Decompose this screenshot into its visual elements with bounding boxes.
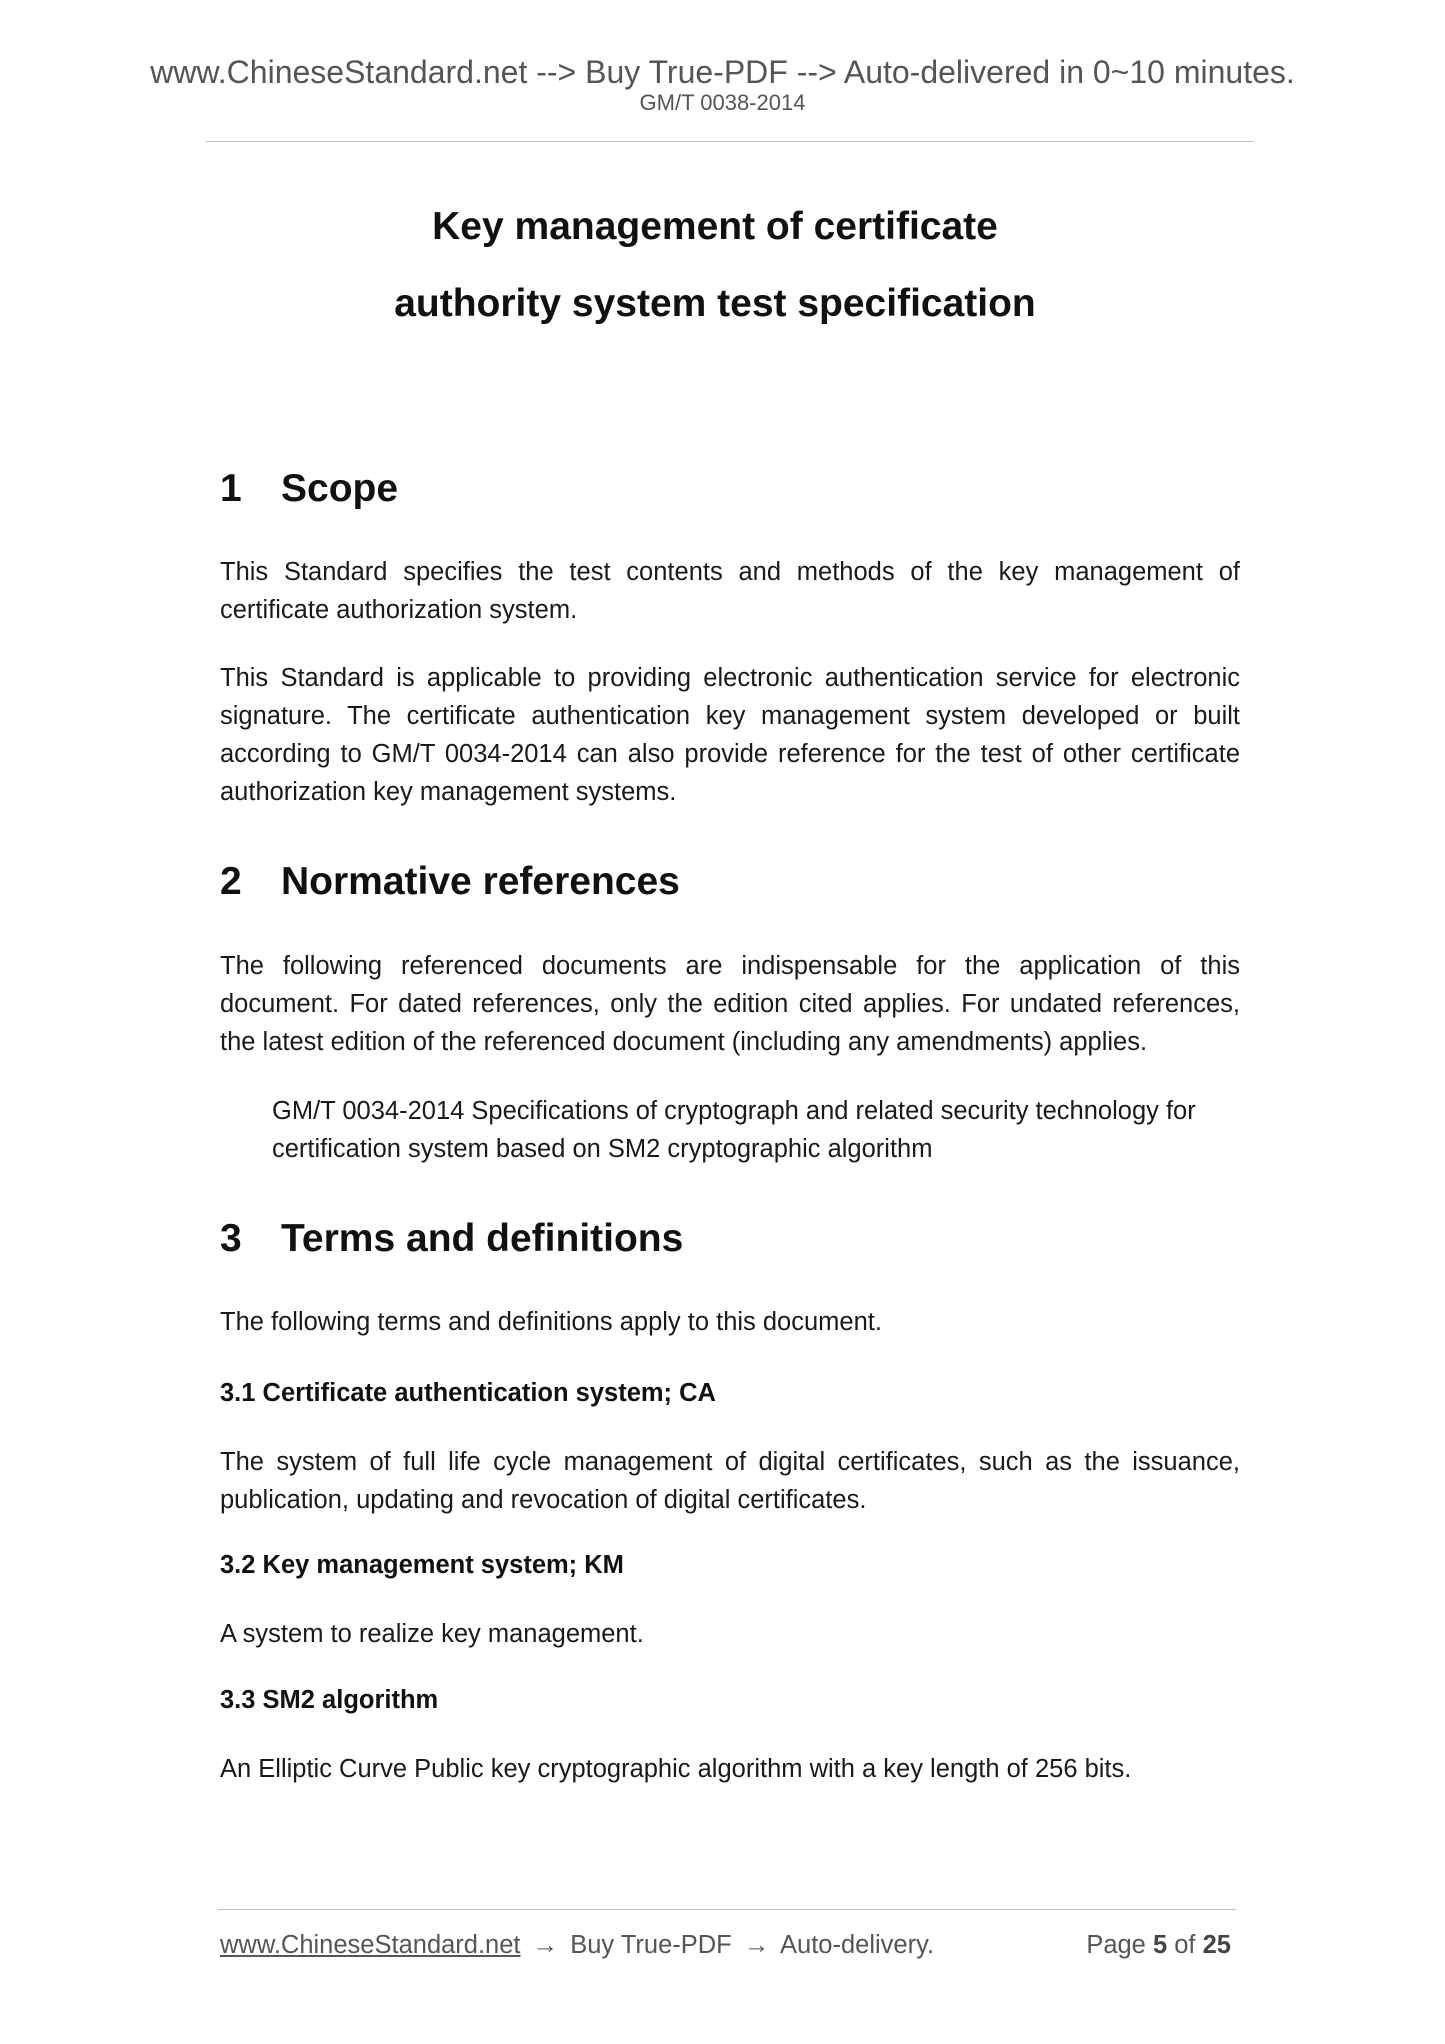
term-heading: 3.1 Certificate authentication system; CA xyxy=(220,1379,716,1407)
section-number: 3 xyxy=(220,1217,242,1260)
document-title-line-2: authority system test specification xyxy=(394,282,1036,325)
header-divider xyxy=(206,141,1253,142)
footer-buy-text: Buy True-PDF xyxy=(570,1931,732,1959)
section-heading-scope xyxy=(220,469,398,508)
footer-links xyxy=(220,1933,934,1959)
terms-intro: The following terms and definitions apply to this document. xyxy=(220,1308,882,1336)
section-title: Normative references xyxy=(281,860,680,903)
term-definition: The system of full life cycle management of digital certificates, such as the issuance, publication, updating and revocation of digital certificates. xyxy=(220,1448,1240,1514)
document-code: GM/T 0038-2014 xyxy=(639,90,806,115)
page-total: 25 xyxy=(1202,1931,1231,1959)
right-arrow-icon: → xyxy=(532,1931,559,1959)
term-definition: An Elliptic Curve Public key cryptographic algorithm with a key length of 256 bits. xyxy=(220,1755,1132,1783)
section-heading-terms-and-definitions xyxy=(220,1219,683,1258)
normative-reference-item: GM/T 0034-2014 Specifications of cryptograph and related security technology for certification system based on SM2 cryptographic algorithm xyxy=(272,1097,1196,1163)
term-heading: 3.2 Key management system; KM xyxy=(220,1551,624,1579)
page-indicator xyxy=(1086,1933,1231,1959)
term-heading: 3.3 SM2 algorithm xyxy=(220,1686,439,1714)
document-title-line-1: Key management of certificate xyxy=(432,205,998,248)
page-label: Page xyxy=(1086,1931,1146,1959)
footer-site-link[interactable]: www.ChineseStandard.net xyxy=(220,1931,521,1959)
page-of: of xyxy=(1174,1931,1196,1959)
scope-paragraph-2: This Standard is applicable to providing electronic authentication service for electronic signature. The certificate authentication key management system developed or built according to GM/T 0034-2014 can also provide reference for the test of other certificate authorization key management systems. xyxy=(220,664,1240,806)
section-number: 1 xyxy=(220,467,242,510)
scope-paragraph-1: This Standard specifies the test contents and methods of the key management of certificate authorization system. xyxy=(220,558,1240,624)
term-definition: A system to realize key management. xyxy=(220,1620,644,1648)
footer-delivery-text: Auto-delivery. xyxy=(780,1931,935,1959)
top-banner: www.ChineseStandard.net --> Buy True-PDF --> Auto-delivered in 0~10 minutes. xyxy=(150,54,1295,90)
right-arrow-icon: → xyxy=(743,1931,770,1959)
normative-paragraph: The following referenced documents are indispensable for the application of this document. For dated references, only the edition cited applies. For undated references, the latest edition of the referenced document (including any amendments) applies. xyxy=(220,952,1240,1056)
footer-divider xyxy=(218,1909,1236,1910)
section-number: 2 xyxy=(220,860,242,903)
section-title: Terms and definitions xyxy=(281,1217,684,1260)
page-current: 5 xyxy=(1152,1931,1168,1959)
section-heading-normative-references xyxy=(220,862,680,901)
section-title: Scope xyxy=(281,467,399,510)
